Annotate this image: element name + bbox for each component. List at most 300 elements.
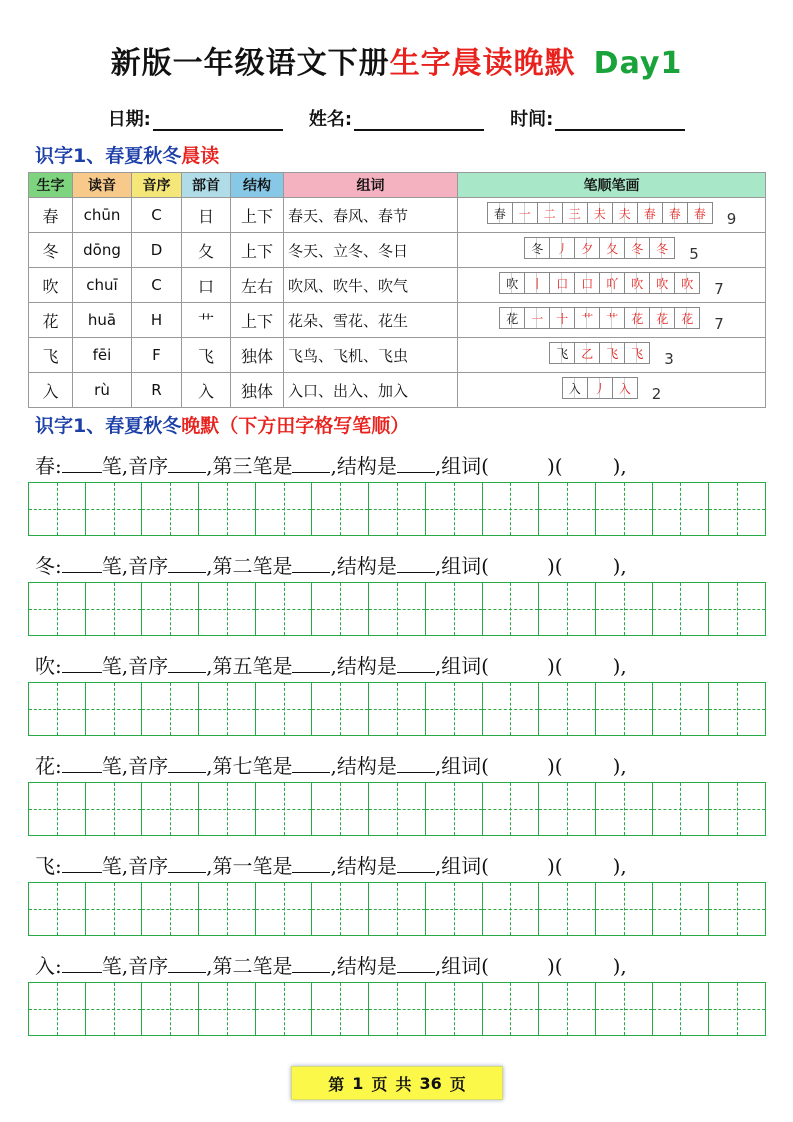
tianzige-cell[interactable] xyxy=(142,883,199,935)
stroke-glyph: 冬 xyxy=(656,241,669,256)
cell-words: 冬天、立冬、冬日 xyxy=(284,233,458,268)
question-text: , xyxy=(330,554,337,578)
stroke-glyph: 艹 xyxy=(606,311,619,326)
question-text: 音序 xyxy=(128,654,169,678)
question-text: 结构是 xyxy=(336,754,397,778)
tianzige-cell[interactable] xyxy=(256,683,313,735)
question-text: 音序 xyxy=(128,454,169,478)
question-text: 组词( xyxy=(441,854,489,878)
question-text: ), xyxy=(612,654,627,678)
question-text: : xyxy=(55,754,62,778)
section-morning-heading xyxy=(35,141,219,168)
tianzige-cell[interactable] xyxy=(653,583,710,635)
tianzige-cell[interactable] xyxy=(539,683,596,735)
cell-pinyin: dōng xyxy=(73,233,132,268)
section1-red: 晨读 xyxy=(181,145,220,167)
question-text: , xyxy=(206,854,213,878)
cell-pinyin: huā xyxy=(73,303,132,338)
question-text: 结构是 xyxy=(336,454,397,478)
tianzige-cell[interactable] xyxy=(596,483,653,535)
footer-page: 1 xyxy=(352,1073,364,1093)
stroke-box xyxy=(562,202,587,224)
cell-structure: 上下 xyxy=(231,233,284,268)
question-text: 音序 xyxy=(128,754,169,778)
answer-blank[interactable] xyxy=(292,654,330,673)
tianzige-cell[interactable] xyxy=(653,783,710,835)
question-text: , xyxy=(434,854,442,878)
tianzige-cell[interactable] xyxy=(596,683,653,735)
stroke-glyph: 口 xyxy=(581,276,594,291)
cell-index: R xyxy=(132,373,182,408)
section2-red: 晚默 xyxy=(181,415,220,437)
stroke-boxes xyxy=(549,342,650,364)
question-text: , xyxy=(206,454,213,478)
stroke-boxes xyxy=(524,237,675,259)
page-title xyxy=(0,38,793,82)
table-row xyxy=(29,303,766,338)
question-text: 第二笔是 xyxy=(212,554,293,578)
tianzige-cell[interactable] xyxy=(653,983,710,1035)
stroke-box xyxy=(649,237,675,259)
answer-blank[interactable] xyxy=(168,954,206,973)
stroke-box xyxy=(524,237,549,259)
cell-words: 入口、出入、加入 xyxy=(284,373,458,408)
stroke-glyph: 花 xyxy=(506,311,519,326)
stroke-glyph: 飞 xyxy=(556,346,569,361)
question-text: , xyxy=(434,954,442,978)
stroke-box xyxy=(624,237,649,259)
tianzige-cell[interactable] xyxy=(709,683,765,735)
cell-char: 吹 xyxy=(29,268,73,303)
stroke-glyph: 乙 xyxy=(581,346,594,361)
tianzige-cell[interactable] xyxy=(29,883,86,935)
stroke-box xyxy=(524,307,549,329)
cell-words: 春天、春风、春节 xyxy=(284,198,458,233)
tianzige-cell[interactable] xyxy=(539,583,596,635)
tianzige-cell[interactable] xyxy=(426,783,483,835)
stroke-glyph: 夂 xyxy=(606,241,619,256)
question-text: 吹 xyxy=(35,654,55,678)
section1-black: 识字1、春夏秋冬 xyxy=(35,145,182,167)
stroke-glyph: 夕 xyxy=(581,241,594,256)
stroke-glyph: 一 xyxy=(531,311,544,326)
tianzige-cell[interactable] xyxy=(142,683,199,735)
footer-total: 36 xyxy=(419,1073,442,1093)
answer-blank[interactable] xyxy=(168,854,206,873)
answer-blank[interactable] xyxy=(292,854,330,873)
tianzige-row xyxy=(28,682,766,736)
stroke-box xyxy=(599,307,624,329)
stroke-boxes xyxy=(499,307,700,329)
tianzige-cell[interactable] xyxy=(596,783,653,835)
question-text: )( xyxy=(547,854,563,878)
tianzige-cell[interactable] xyxy=(29,583,86,635)
question-text: )( xyxy=(547,654,563,678)
question-text: 结构是 xyxy=(336,654,397,678)
dictation-question xyxy=(35,450,627,479)
tianzige-cell[interactable] xyxy=(483,783,540,835)
tianzige-cell[interactable] xyxy=(312,483,369,535)
stroke-count: 2 xyxy=(651,384,662,403)
question-text: 组词( xyxy=(441,654,489,678)
cell-structure: 左右 xyxy=(231,268,284,303)
stroke-box xyxy=(612,202,637,224)
answer-blank[interactable] xyxy=(168,454,206,473)
cell-stroke-order xyxy=(458,338,766,373)
table-row xyxy=(29,233,766,268)
question-text: , xyxy=(434,654,442,678)
question-text: , xyxy=(330,854,337,878)
footer-d: 页 xyxy=(449,1074,466,1094)
question-text: , xyxy=(330,454,337,478)
tianzige-cell[interactable] xyxy=(86,483,143,535)
stroke-box xyxy=(624,272,649,294)
time-line xyxy=(555,107,685,131)
stroke-box xyxy=(549,272,574,294)
tianzige-cell[interactable] xyxy=(426,683,483,735)
stroke-glyph: 二 xyxy=(543,206,556,221)
stroke-glyph: 夫 xyxy=(618,206,631,221)
page-footer xyxy=(291,1066,503,1100)
cell-radical: 日 xyxy=(182,198,231,233)
question-text: : xyxy=(55,454,62,478)
stroke-glyph: 三 xyxy=(568,206,581,221)
stroke-glyph: 吹 xyxy=(656,276,669,291)
stroke-box xyxy=(574,272,599,294)
tianzige-cell[interactable] xyxy=(256,783,313,835)
question-text: 组词( xyxy=(441,554,489,578)
cell-stroke-order xyxy=(458,233,766,268)
answer-blank[interactable] xyxy=(397,454,435,473)
stroke-boxes xyxy=(487,202,713,224)
cell-radical: 口 xyxy=(182,268,231,303)
question-text: : xyxy=(55,654,62,678)
stroke-box xyxy=(549,342,574,364)
stroke-glyph: 吹 xyxy=(681,276,694,291)
tianzige-cell[interactable] xyxy=(256,483,313,535)
stroke-box xyxy=(687,202,713,224)
question-text: 组词( xyxy=(441,954,489,978)
question-text: 笔, xyxy=(101,854,129,878)
cell-structure: 独体 xyxy=(231,373,284,408)
word-table xyxy=(28,172,766,408)
stroke-box xyxy=(537,202,562,224)
tianzige-cell[interactable] xyxy=(312,983,369,1035)
tianzige-cell[interactable] xyxy=(199,883,256,935)
stroke-count: 7 xyxy=(714,314,724,333)
tianzige-cell[interactable] xyxy=(199,483,256,535)
question-text: 第一笔是 xyxy=(212,854,293,878)
tianzige-cell[interactable] xyxy=(199,783,256,835)
question-text: 结构是 xyxy=(336,554,397,578)
stroke-glyph: 吹 xyxy=(631,276,644,291)
tianzige-cell[interactable] xyxy=(426,483,483,535)
stroke-glyph: 艹 xyxy=(581,311,594,326)
stroke-box xyxy=(674,272,700,294)
question-text: ), xyxy=(612,554,627,578)
stroke-glyph: 吹 xyxy=(506,276,519,291)
tianzige-cell[interactable] xyxy=(199,583,256,635)
tianzige-cell[interactable] xyxy=(653,883,710,935)
tianzige-cell[interactable] xyxy=(369,583,426,635)
dictation-question xyxy=(35,650,627,679)
question-text: , xyxy=(206,554,213,578)
answer-blank[interactable] xyxy=(397,854,435,873)
stroke-glyph: 丿 xyxy=(556,241,569,256)
time-field[interactable] xyxy=(510,97,685,131)
stroke-box xyxy=(599,342,624,364)
question-text: 冬 xyxy=(35,554,55,578)
stroke-box xyxy=(499,272,524,294)
answer-blank[interactable] xyxy=(168,654,206,673)
question-text: )( xyxy=(547,454,563,478)
table-row xyxy=(29,268,766,303)
tianzige-cell[interactable] xyxy=(709,983,765,1035)
stroke-glyph: 春 xyxy=(668,206,681,221)
tianzige-cell[interactable] xyxy=(369,783,426,835)
footer-a: 第 xyxy=(328,1074,345,1094)
tianzige-cell[interactable] xyxy=(86,783,143,835)
cell-char: 飞 xyxy=(29,338,73,373)
question-text: 第二笔是 xyxy=(212,954,293,978)
cell-radical: 夂 xyxy=(182,233,231,268)
answer-blank[interactable] xyxy=(62,654,102,673)
tianzige-cell[interactable] xyxy=(312,683,369,735)
tianzige-cell[interactable] xyxy=(142,783,199,835)
answer-blank[interactable] xyxy=(62,454,102,473)
tianzige-cell[interactable] xyxy=(709,883,765,935)
dictation-question xyxy=(35,750,627,779)
question-text: 入 xyxy=(35,954,55,978)
tianzige-cell[interactable] xyxy=(142,483,199,535)
cell-stroke-order xyxy=(458,303,766,338)
tianzige-cell[interactable] xyxy=(369,683,426,735)
tianzige-cell[interactable] xyxy=(483,583,540,635)
question-text: , xyxy=(434,554,442,578)
tianzige-cell[interactable] xyxy=(199,983,256,1035)
answer-blank[interactable] xyxy=(168,554,206,573)
answer-blank[interactable] xyxy=(397,954,435,973)
tianzige-cell[interactable] xyxy=(312,583,369,635)
answer-blank[interactable] xyxy=(62,854,102,873)
tianzige-cell[interactable] xyxy=(199,683,256,735)
stroke-box xyxy=(637,202,662,224)
tianzige-cell[interactable] xyxy=(29,983,86,1035)
answer-blank[interactable] xyxy=(292,454,330,473)
cell-words: 飞鸟、飞机、飞虫 xyxy=(284,338,458,373)
question-text: 组词( xyxy=(441,754,489,778)
cell-char: 冬 xyxy=(29,233,73,268)
section-evening-heading xyxy=(35,411,409,438)
cell-char: 春 xyxy=(29,198,73,233)
question-text: 音序 xyxy=(128,954,169,978)
question-text: 第五笔是 xyxy=(212,654,293,678)
date-field[interactable] xyxy=(108,97,283,131)
answer-blank[interactable] xyxy=(292,954,330,973)
tianzige-cell[interactable] xyxy=(539,483,596,535)
date-label: 日期: xyxy=(107,109,151,130)
name-label: 姓名: xyxy=(308,109,353,130)
tianzige-cell[interactable] xyxy=(709,583,765,635)
tianzige-cell[interactable] xyxy=(142,983,199,1035)
stroke-box xyxy=(549,307,574,329)
cell-index: D xyxy=(132,233,182,268)
stroke-glyph: 丿 xyxy=(593,381,606,396)
tianzige-cell[interactable] xyxy=(596,583,653,635)
question-text: ), xyxy=(612,954,627,978)
cell-index: C xyxy=(132,198,182,233)
question-text: 音序 xyxy=(128,854,169,878)
info-row xyxy=(0,97,793,131)
stroke-count: 9 xyxy=(726,209,737,228)
question-text: , xyxy=(330,954,337,978)
name-field[interactable] xyxy=(309,97,484,131)
question-text: 笔, xyxy=(101,754,129,778)
stroke-glyph: 十 xyxy=(556,311,569,326)
tianzige-cell[interactable] xyxy=(426,883,483,935)
tianzige-cell[interactable] xyxy=(369,983,426,1035)
table-header-cell: 结构 xyxy=(231,173,284,198)
cell-words: 吹风、吹牛、吹气 xyxy=(284,268,458,303)
stroke-count: 5 xyxy=(689,244,699,263)
cell-radical: 入 xyxy=(182,373,231,408)
question-text: , xyxy=(434,454,442,478)
tianzige-cell[interactable] xyxy=(86,583,143,635)
tianzige-cell[interactable] xyxy=(709,483,765,535)
stroke-box xyxy=(524,272,549,294)
tianzige-cell[interactable] xyxy=(312,883,369,935)
question-text: 笔, xyxy=(101,554,129,578)
footer-c: 共 xyxy=(395,1074,412,1094)
stroke-box xyxy=(649,272,674,294)
answer-blank[interactable] xyxy=(168,754,206,773)
tianzige-cell[interactable] xyxy=(653,683,710,735)
tianzige-cell[interactable] xyxy=(256,583,313,635)
tianzige-cell[interactable] xyxy=(29,483,86,535)
tianzige-cell[interactable] xyxy=(86,883,143,935)
stroke-glyph: 花 xyxy=(656,311,669,326)
stroke-box xyxy=(674,307,700,329)
tianzige-cell[interactable] xyxy=(29,783,86,835)
tianzige-cell[interactable] xyxy=(86,683,143,735)
date-line xyxy=(153,107,283,131)
title-red: 生字晨读晚默 xyxy=(389,46,576,81)
question-text: 结构是 xyxy=(336,854,397,878)
footer-b: 页 xyxy=(371,1074,388,1094)
tianzige-cell[interactable] xyxy=(539,983,596,1035)
stroke-boxes xyxy=(562,377,638,399)
answer-blank[interactable] xyxy=(397,754,435,773)
tianzige-cell[interactable] xyxy=(312,783,369,835)
stroke-box xyxy=(599,272,624,294)
answer-blank[interactable] xyxy=(397,654,435,673)
question-text: , xyxy=(434,754,442,778)
title-day: Day1 xyxy=(593,46,683,81)
dictation-question xyxy=(35,950,627,979)
cell-structure: 上下 xyxy=(231,303,284,338)
question-text: 组词( xyxy=(441,454,489,478)
stroke-glyph: 一 xyxy=(518,206,531,221)
tianzige-cell[interactable] xyxy=(426,983,483,1035)
answer-blank[interactable] xyxy=(397,554,435,573)
tianzige-cell[interactable] xyxy=(256,983,313,1035)
tianzige-cell[interactable] xyxy=(539,883,596,935)
table-header-cell: 组词 xyxy=(284,173,458,198)
tianzige-cell[interactable] xyxy=(369,883,426,935)
tianzige-cell[interactable] xyxy=(86,983,143,1035)
cell-index: F xyxy=(132,338,182,373)
cell-stroke-order xyxy=(458,268,766,303)
stroke-box xyxy=(599,237,624,259)
stroke-glyph: 口 xyxy=(556,276,569,291)
stroke-boxes xyxy=(499,272,700,294)
tianzige-row xyxy=(28,482,766,536)
stroke-glyph: 春 xyxy=(693,206,706,221)
question-text: ), xyxy=(612,754,627,778)
stroke-glyph: 入 xyxy=(568,381,581,396)
tianzige-cell[interactable] xyxy=(426,583,483,635)
cell-char: 花 xyxy=(29,303,73,338)
question-text: 笔, xyxy=(101,954,129,978)
stroke-glyph: 花 xyxy=(631,311,644,326)
cell-index: H xyxy=(132,303,182,338)
tianzige-cell[interactable] xyxy=(483,483,540,535)
table-header-row xyxy=(29,173,766,198)
question-text: , xyxy=(330,654,337,678)
section2-black: 识字1、春夏秋冬 xyxy=(35,415,182,437)
answer-blank[interactable] xyxy=(62,554,102,573)
answer-blank[interactable] xyxy=(62,954,102,973)
question-text: 音序 xyxy=(128,554,169,578)
tianzige-cell[interactable] xyxy=(709,783,765,835)
table-row xyxy=(29,198,766,233)
table-row xyxy=(29,338,766,373)
tianzige-cell[interactable] xyxy=(369,483,426,535)
tianzige-row xyxy=(28,982,766,1036)
tianzige-row xyxy=(28,782,766,836)
tianzige-cell[interactable] xyxy=(483,883,540,935)
tianzige-cell[interactable] xyxy=(596,983,653,1035)
tianzige-cell[interactable] xyxy=(483,683,540,735)
stroke-box xyxy=(499,307,524,329)
question-text: 结构是 xyxy=(336,954,397,978)
table-header-cell: 部首 xyxy=(182,173,231,198)
tianzige-cell[interactable] xyxy=(483,983,540,1035)
stroke-box xyxy=(587,377,612,399)
section2-rest: （下方田字格写笔顺） xyxy=(219,415,410,437)
cell-structure: 独体 xyxy=(231,338,284,373)
answer-blank[interactable] xyxy=(292,554,330,573)
tianzige-cell[interactable] xyxy=(596,883,653,935)
name-line xyxy=(354,107,484,131)
tianzige-cell[interactable] xyxy=(142,583,199,635)
stroke-glyph: 冬 xyxy=(631,241,644,256)
stroke-box xyxy=(624,342,650,364)
stroke-box xyxy=(549,237,574,259)
tianzige-cell[interactable] xyxy=(256,883,313,935)
tianzige-cell[interactable] xyxy=(653,483,710,535)
tianzige-cell[interactable] xyxy=(29,683,86,735)
answer-blank[interactable] xyxy=(62,754,102,773)
question-text: 笔, xyxy=(101,654,129,678)
cell-structure: 上下 xyxy=(231,198,284,233)
question-text: 飞 xyxy=(35,854,55,878)
question-text: 第七笔是 xyxy=(212,754,293,778)
tianzige-cell[interactable] xyxy=(539,783,596,835)
question-text: , xyxy=(330,754,337,778)
cell-radical: 飞 xyxy=(182,338,231,373)
answer-blank[interactable] xyxy=(292,754,330,773)
